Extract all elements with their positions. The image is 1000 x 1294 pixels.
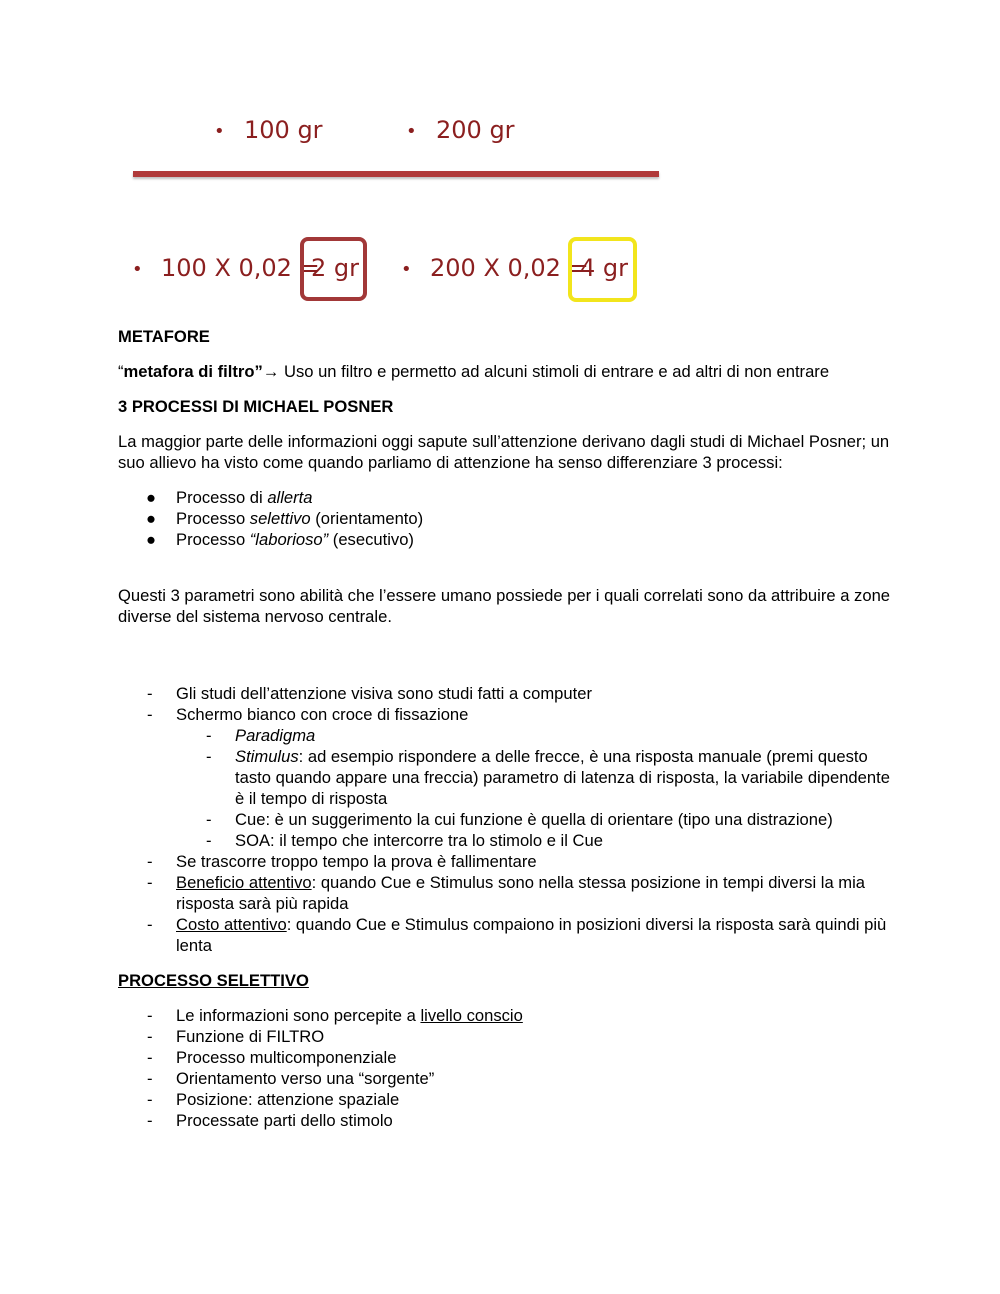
studies-sublist: [176, 725, 898, 851]
bullet: •: [406, 121, 417, 142]
list-item: - Posizione: attenzione spaziale: [147, 1090, 400, 1109]
list-item: - Paradigma: [206, 726, 316, 745]
list-item: - Stimulus: ad esempio rispondere a delle frecce, è una risposta manuale (premi questo tasto quando appare una freccia) parametro di latenza di risposta, la variabile dipendente è il tempo di risposta: [206, 747, 890, 808]
divider-rule: [133, 171, 659, 177]
list-item: ● Processo selettivo (orientamento): [146, 509, 424, 528]
equation-2: 200 X 0,02 =: [430, 254, 589, 282]
list-item: - SOA: il tempo che intercorre tra lo stimolo e il Cue: [206, 831, 603, 850]
list-item: - Costo attentivo: quando Cue e Stimulus compaiono in posizioni diversi la risposta sarà quindi più lenta: [147, 915, 887, 955]
list-item: - Se trascorre troppo tempo la prova è fallimentare: [147, 852, 537, 871]
metafora-paragraph: “metafora di filtro”→ Uso un filtro e permetto ad alcuni stimoli di entrare e ad altri di non entrare: [118, 362, 830, 381]
weight-100: 100 gr: [244, 116, 323, 144]
list-item: - Gli studi dell’attenzione visiva sono studi fatti a computer: [147, 684, 592, 703]
result-2: 4 gr: [580, 254, 628, 282]
list-item: - Schermo bianco con croce di fissazione - Paradigma - Stimulus: ad esempio rispondere a delle frecce, è una risposta manuale (premi questo tasto quando appare una freccia) parametro di latenza di risposta, la variabile dipendente è il tempo di risposta - Cue: è un suggerimento la cui funzione è quella di orientare (tipo una distrazione) - SOA: il tempo che intercorre tra lo stimolo e il Cue: [118, 704, 898, 851]
heading-posner: 3 PROCESSI DI MICHAEL POSNER: [118, 397, 394, 416]
slide-image: [0, 0, 1000, 320]
studies-list: [118, 683, 898, 956]
equation-1: 100 X 0,02 =: [161, 254, 320, 282]
posner-outro: Questi 3 parametri sono abilità che l’essere umano possiede per i quali correlati sono da attribuire a zone diverse del sistema nervoso centrale.: [118, 586, 891, 626]
list-item: - Beneficio attentivo: quando Cue e Stimulus sono nella stessa posizione in tempi diversi la mia risposta sarà più rapida: [147, 873, 866, 913]
list-item: - Orientamento verso una “sorgente”: [147, 1069, 435, 1088]
list-item: ● Processo di allerta: [146, 488, 313, 507]
list-item: ● Processo “laborioso” (esecutivo): [146, 530, 414, 549]
posner-intro: La maggior parte delle informazioni oggi sapute sull’attenzione derivano dagli studi di Michael Posner; un suo allievo ha visto come quando parliamo di attenzione ha senso differenziare 3 processi:: [118, 432, 890, 472]
result-1: 2 gr: [311, 254, 359, 282]
heading-processo-selettivo: PROCESSO SELETTIVO: [118, 971, 309, 990]
bullet: •: [132, 259, 143, 280]
selettivo-list: [118, 1005, 898, 1131]
metafora-term: metafora di filtro”: [123, 362, 263, 381]
list-item: - Funzione di FILTRO: [147, 1027, 325, 1046]
list-item: - Cue: è un suggerimento la cui funzione è quella di orientare (tipo una distrazione): [206, 810, 833, 829]
document-body: [118, 326, 898, 1131]
bullet: •: [401, 259, 412, 280]
list-item: - Le informazioni sono percepite a livello conscio: [147, 1006, 523, 1025]
heading-metafore: METAFORE: [118, 327, 210, 346]
process-list: [118, 487, 898, 550]
bullet: •: [214, 121, 225, 142]
list-item: - Processo multicomponenziale: [147, 1048, 397, 1067]
weight-200: 200 gr: [436, 116, 515, 144]
list-item: - Processate parti dello stimolo: [147, 1111, 393, 1130]
